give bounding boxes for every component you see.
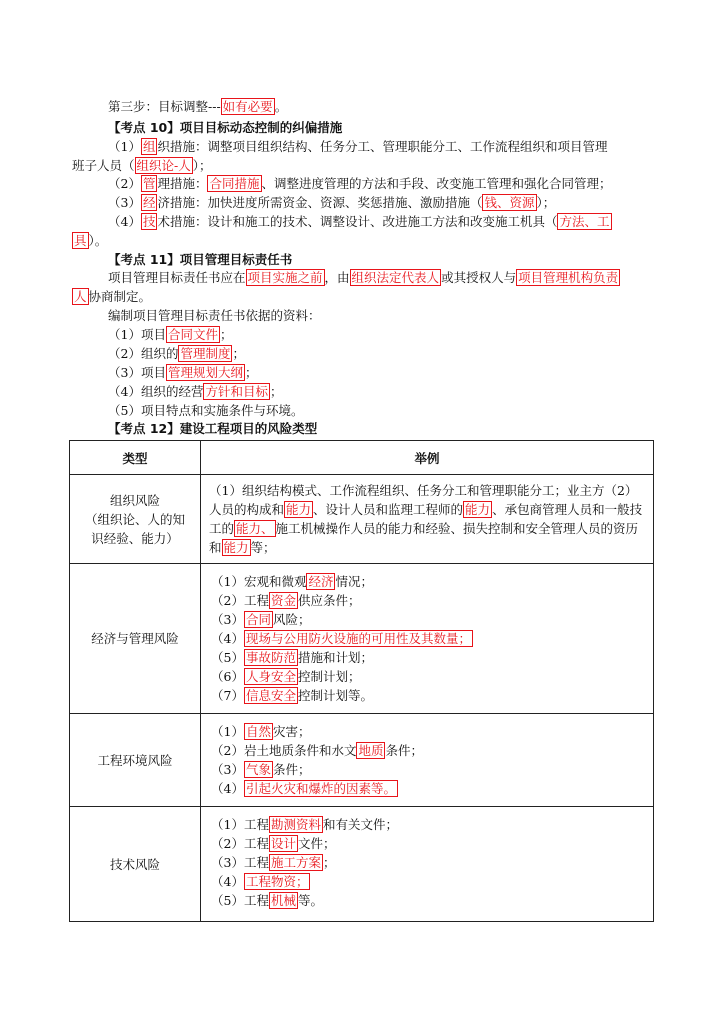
text: （3）项目 xyxy=(108,365,166,380)
text: （1）工程 xyxy=(211,817,269,832)
highlight: 具 xyxy=(74,233,87,248)
kp10-item4-cont xyxy=(72,232,107,249)
list-item xyxy=(211,648,643,667)
list-item xyxy=(211,629,643,648)
highlight: 事故防范 xyxy=(245,650,296,665)
text: （4）组织的经营 xyxy=(108,384,204,399)
list-item xyxy=(211,610,643,629)
category-cell: 技术风险 xyxy=(70,807,201,922)
text: 措施和计划； xyxy=(297,650,373,665)
text: 班子人员（ xyxy=(72,158,135,173)
text: 、承包商管理人员和一般技工的 xyxy=(209,502,643,536)
text: ）； xyxy=(536,195,556,210)
highlight: 管 xyxy=(142,176,156,191)
list-item xyxy=(211,686,643,705)
step3-text: 第三步：目标调整--- xyxy=(108,99,221,114)
text: 项目管理目标责任书应在 xyxy=(108,270,246,285)
text: ）； xyxy=(192,158,212,173)
kp11-item2 xyxy=(108,345,245,362)
highlight: 组 xyxy=(142,139,156,154)
kp10-item1-cont xyxy=(72,157,212,174)
text: 济措施：加快进度所需资金、资源、奖惩措施、激励措施（ xyxy=(157,195,483,210)
text: 等； xyxy=(250,540,276,555)
list-item xyxy=(211,815,643,834)
list-item xyxy=(211,834,643,853)
category-note: 识经验、能力） xyxy=(91,530,179,546)
highlight: 工程物资； xyxy=(245,874,309,889)
text: 风险； xyxy=(272,612,311,627)
text: 文件； xyxy=(297,836,336,851)
text: ； xyxy=(219,327,233,342)
highlight: 人 xyxy=(74,289,87,304)
highlight: 人身安全 xyxy=(245,669,296,684)
text: 协商制定。 xyxy=(88,289,152,304)
table-row xyxy=(70,564,654,714)
highlight: 勘测资料 xyxy=(270,817,321,832)
text: 控制计划； xyxy=(297,669,361,684)
kp10-item4 xyxy=(108,213,612,230)
text: （1） xyxy=(211,724,244,739)
kp10-item1 xyxy=(108,138,607,155)
num: （3） xyxy=(108,195,141,210)
text: （3） xyxy=(211,612,244,627)
category-cell: 工程环境风险 xyxy=(70,714,201,807)
num: （2） xyxy=(108,176,141,191)
text: （5）工程 xyxy=(211,893,269,908)
text: （4） xyxy=(211,781,244,796)
example-cell xyxy=(201,807,654,922)
text: ； xyxy=(232,346,245,361)
list-item xyxy=(211,667,643,686)
example-cell xyxy=(201,714,654,807)
text: ）。 xyxy=(88,233,108,248)
text: 等。 xyxy=(297,893,323,908)
highlight: 能力 xyxy=(465,502,491,517)
list-item xyxy=(211,722,643,741)
highlight: 设计 xyxy=(270,836,296,851)
text: （7） xyxy=(211,688,244,703)
text: ； xyxy=(269,384,283,399)
text: （1）项目 xyxy=(108,327,166,342)
category-cell xyxy=(70,475,201,564)
table-row xyxy=(70,475,654,564)
highlight: 项目管理机构负责 xyxy=(518,270,619,285)
highlight: 能力、 xyxy=(236,521,274,536)
table-header-row xyxy=(70,441,654,475)
highlight: 机械 xyxy=(270,893,296,908)
kp11-para2: 编制项目管理目标责任书依据的资料： xyxy=(108,308,321,323)
text: 供应条件； xyxy=(297,593,361,608)
text: （2）工程 xyxy=(211,836,269,851)
kp10-item2 xyxy=(108,175,612,192)
list-item xyxy=(211,591,643,610)
kp10-heading: 【考点 10】项目目标动态控制的纠偏措施 xyxy=(108,120,343,135)
kp11-para1-cont xyxy=(72,288,151,305)
text: （4） xyxy=(211,631,244,646)
kp11-heading: 【考点 11】项目管理目标责任书 xyxy=(108,252,293,267)
highlight: 资金 xyxy=(270,593,296,608)
text: ，由 xyxy=(324,270,350,285)
text: 情况； xyxy=(335,574,373,589)
category-label: 组织风险 xyxy=(109,492,160,508)
highlight: 组织法定代表人 xyxy=(351,270,440,285)
table-row xyxy=(70,714,654,807)
text: （5） xyxy=(211,650,244,665)
highlight: 能力 xyxy=(223,540,249,555)
category-cell: 经济与管理风险 xyxy=(70,564,201,714)
kp10-item3 xyxy=(108,194,555,211)
text: （2）组织的 xyxy=(108,346,179,361)
table-row xyxy=(70,807,654,922)
highlight: 合同 xyxy=(245,612,271,627)
highlight: 组织论-人 xyxy=(136,158,191,173)
kp11-item3 xyxy=(108,364,257,381)
highlight: 合同措施 xyxy=(209,176,260,191)
list-item xyxy=(211,572,643,591)
list-item xyxy=(211,891,643,910)
text: 理措施： xyxy=(157,176,208,191)
step3-line xyxy=(108,98,287,115)
highlight: 地质 xyxy=(358,743,384,758)
header-example: 举例 xyxy=(201,441,654,475)
text: ； xyxy=(322,855,336,870)
example-cell xyxy=(201,475,654,564)
kp11-item1 xyxy=(108,326,232,343)
list-item xyxy=(211,853,643,872)
kp11-item5: （5）项目特点和实施条件与环境。 xyxy=(108,403,304,418)
text: （2）岩土地质条件和水文 xyxy=(211,743,357,758)
text: 、设计人员和监理工程师的 xyxy=(313,502,464,517)
text: （3）工程 xyxy=(211,855,269,870)
num: （4） xyxy=(108,214,141,229)
list-item xyxy=(211,760,643,779)
text: 施工机械操作人员的能力和经验、损失控制和安全管理人员的资历和 xyxy=(209,521,639,555)
risk-type-table xyxy=(69,440,654,922)
highlight: 方针和目标 xyxy=(205,384,268,399)
highlight: 项目实施之前 xyxy=(247,270,323,285)
highlight: 方法、工 xyxy=(559,214,610,229)
list-item xyxy=(211,779,643,798)
highlight: 经济 xyxy=(308,574,334,589)
highlight: 如有必要 xyxy=(222,99,273,114)
text: 和有关文件； xyxy=(322,817,398,832)
num: （1） xyxy=(108,139,141,154)
highlight: 经 xyxy=(142,195,156,210)
text: （3） xyxy=(211,762,244,777)
text: （1）组织结构模式、工作流程组织、任务分工和管理职能分工；业主方（2）人员的构成和 xyxy=(209,483,638,517)
text: 灾害； xyxy=(272,724,311,739)
text: 术措施：设计和施工的技术、调整设计、改进施工方法和改变施工机具（ xyxy=(157,214,558,229)
highlight: 能力 xyxy=(286,502,312,517)
punct: 。 xyxy=(274,99,288,114)
list-item xyxy=(211,872,643,891)
text: （1）宏观和微观 xyxy=(211,574,307,589)
highlight: 气象 xyxy=(245,762,271,777)
highlight: 管理制度 xyxy=(180,346,231,361)
highlight: 现场与公用防火设施的可用性及其数量； xyxy=(245,631,471,646)
highlight: 管理规划大纲 xyxy=(167,365,243,380)
text: 条件； xyxy=(385,743,423,758)
text: 织措施：调整项目组织结构、任务分工、管理职能分工、工作流程组织和项目管理 xyxy=(157,139,608,154)
highlight: 钱、资源 xyxy=(484,195,535,210)
list-item xyxy=(211,741,643,760)
category-note: （组织论、人的知 xyxy=(84,511,185,527)
highlight: 信息安全 xyxy=(245,688,296,703)
header-type: 类型 xyxy=(70,441,201,475)
text: 条件； xyxy=(272,762,311,777)
text: （4） xyxy=(211,874,244,889)
highlight: 合同文件 xyxy=(167,327,218,342)
text: 、调整进度管理的方法和手段、改变施工管理和强化合同管理； xyxy=(261,176,612,191)
kp11-para1 xyxy=(108,269,620,286)
highlight: 自然 xyxy=(245,724,271,739)
kp11-item4 xyxy=(108,383,283,400)
text: 控制计划等。 xyxy=(297,688,373,703)
text: ； xyxy=(244,365,258,380)
text: （2）工程 xyxy=(211,593,269,608)
highlight: 引起火灾和爆炸的因素等。 xyxy=(245,781,396,796)
highlight: 技 xyxy=(142,214,156,229)
text: （6） xyxy=(211,669,244,684)
text: 或其授权人与 xyxy=(441,270,517,285)
kp12-heading: 【考点 12】建设工程项目的风险类型 xyxy=(108,421,318,436)
highlight: 施工方案 xyxy=(270,855,321,870)
example-cell xyxy=(201,564,654,714)
